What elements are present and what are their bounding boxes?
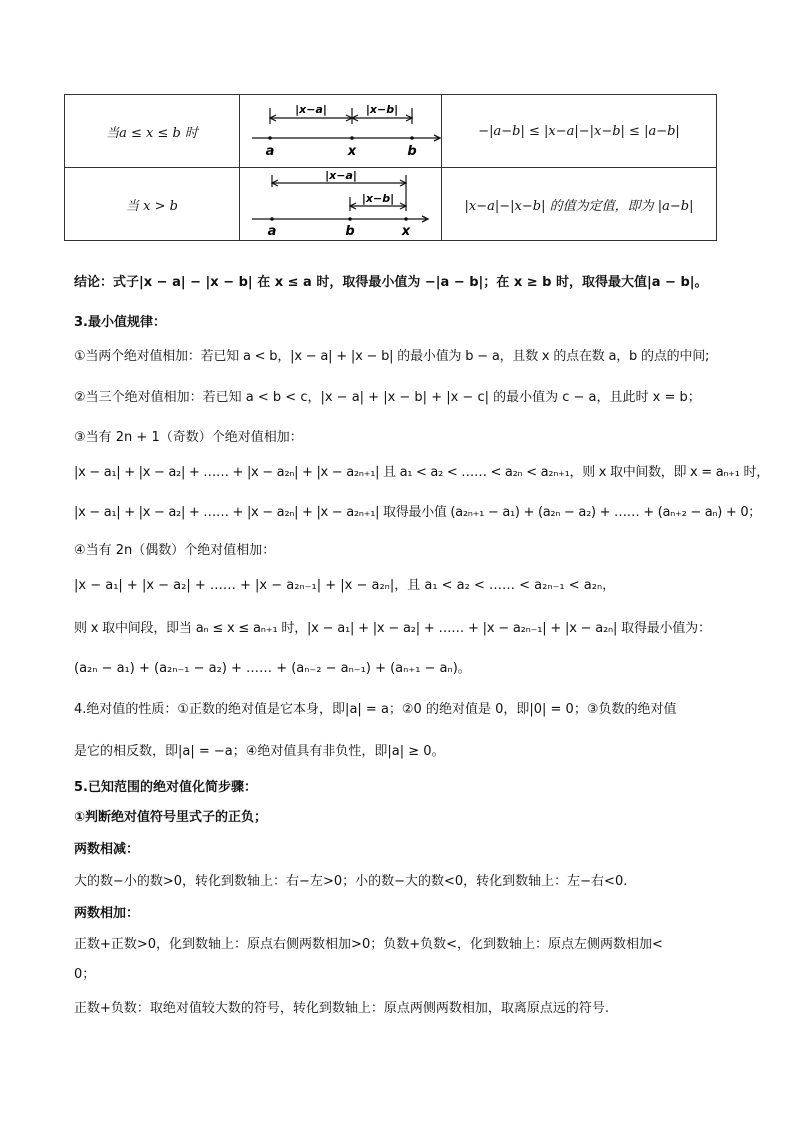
- rule-line: ④当有 2n（偶数）个绝对值相加：: [74, 543, 276, 558]
- point-label: x: [401, 224, 411, 239]
- point-label: b: [345, 224, 355, 239]
- property-line: 4.绝对值的性质：①正数的绝对值是它本身，即|a| = a；②0 的绝对值是 0，即|0| = 0；③负数的绝对值: [74, 702, 677, 717]
- distance-label: |x−b|: [361, 192, 395, 205]
- property-line: 是它的相反数，即|a| = −a；④绝对值具有非负性，即|a| ≥ 0。: [74, 744, 445, 759]
- distance-label: |x−b|: [365, 103, 399, 116]
- step-heading: ①判断绝对值符号里式子的正负；: [74, 810, 268, 825]
- result-cell: |x−a|−|x−b| 的值为定值，即为 |a−b|: [442, 168, 717, 241]
- section-heading: 3.最小值规律：: [74, 315, 166, 330]
- number-line-diagram: [240, 100, 441, 162]
- result-cell: −|a−b| ≤ |x−a|−|x−b| ≤ |a−b|: [442, 95, 717, 168]
- body-line: 正数+负数：取绝对值较大数的符号，转化到数轴上：原点两侧两数相加，取离原点远的符号.: [74, 1001, 610, 1016]
- formula-line: |x − a₁| + |x − a₂| + …… + |x − a₂ₙ₋₁| + |x − a₂ₙ|，且 a₁ < a₂ < …… < a₂ₙ₋₁ < a₂ₙ，: [74, 578, 616, 593]
- body-line: 大的数−小的数>0，转化到数轴上：右−左>0；小的数−大的数<0，转化到数轴上：左−右<0.: [74, 874, 628, 889]
- condition-cell: 当 x > b: [65, 168, 240, 241]
- formula-line: |x − a₁| + |x − a₂| + …… + |x − a₂ₙ| + |x − a₂ₙ₊₁| 取得最小值 (a₂ₙ₊₁ − a₁) + (a₂ₙ − a₂) + …… + (aₙ₊₂ − aₙ) + 0；: [74, 505, 761, 520]
- condition-cell: 当a ≤ x ≤ b 时: [65, 95, 240, 168]
- formula-line: |x − a₁| + |x − a₂| + …… + |x − a₂ₙ| + |x − a₂ₙ₊₁| 且 a₁ < a₂ < …… < a₂ₙ < a₂ₙ₊₁，则 x 取中间数，即 x = aₙ₊₁ 时，: [74, 465, 769, 480]
- number-line-diagram: [240, 169, 441, 239]
- section-heading: 5.已知范围的绝对值化简步骤：: [74, 780, 257, 795]
- formula-line: 则 x 取中间段，即当 aₙ ≤ x ≤ aₙ₊₁ 时，|x − a₁| + |x − a₂| + …… + |x − a₂ₙ₋₁| + |x − a₂ₙ| 取得最小值为：: [74, 621, 711, 636]
- distance-label: |x−a|: [295, 103, 327, 116]
- cases-table: [64, 94, 717, 241]
- number-line-diagram-cell: [240, 168, 442, 241]
- conclusion-line: 结论：式子|x − a| − |x − b| 在 x ≤ a 时，取得最小值为 −|a − b|；在 x ≥ b 时，取得最大值|a − b|。: [74, 275, 708, 290]
- point-label: a: [267, 224, 277, 239]
- rule-line: ③当有 2n + 1（奇数）个绝对值相加：: [74, 430, 303, 445]
- formula-line: (a₂ₙ − a₁) + (a₂ₙ₋₁ − a₂) + …… + (aₙ₋₂ − aₙ₋₁) + (aₙ₊₁ − aₙ)。: [74, 661, 471, 676]
- distance-label: |x−a|: [325, 169, 357, 182]
- body-line: 正数+正数>0，化到数轴上：原点右侧两数相加>0；负数+负数<，化到数轴上：原点左侧两数相加<: [74, 937, 663, 952]
- sub-heading: 两数相减：: [74, 842, 140, 857]
- point-label: x: [347, 144, 357, 159]
- point-label: a: [265, 144, 275, 159]
- table-row: [65, 95, 717, 168]
- point-label: b: [407, 144, 417, 159]
- rule-line: ①当两个绝对值相加：若已知 a < b，|x − a| + |x − b| 的最小值为 b − a，且数 x 的点在数 a，b 的点的中间;: [74, 349, 710, 364]
- rule-line: ②当三个绝对值相加：若已知 a < b < c，|x − a| + |x − b| + |x − c| 的最小值为 c − a，且此时 x = b；: [74, 390, 701, 405]
- number-line-diagram-cell: [240, 95, 442, 168]
- body-line: 0；: [74, 967, 96, 982]
- table-row: [65, 168, 717, 241]
- sub-heading: 两数相加：: [74, 906, 140, 921]
